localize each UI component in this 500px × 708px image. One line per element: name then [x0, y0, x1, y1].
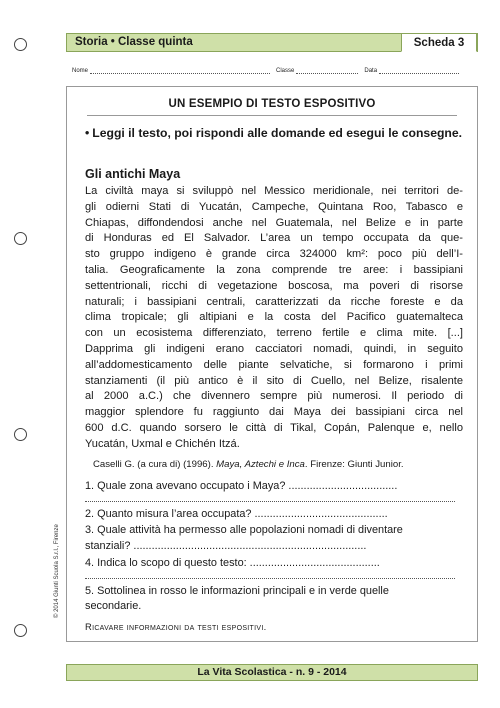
binder-hole [14, 38, 27, 51]
class-label: Classe [276, 68, 295, 74]
text-line: maggior splendore fu raggiunto dai Maya dei bassipiani circa nel [85, 406, 463, 419]
text-line: con un ecosistema differenziato, terreno fertile e clima mite. [...] [85, 327, 463, 340]
bullet-icon: • [85, 126, 90, 140]
worksheet-content [66, 86, 478, 642]
text-line: La civiltà maya si sviluppò nel Messico meridionale, nei territori de- [85, 185, 463, 197]
header-bar [66, 33, 478, 52]
text-line: al 2000 a.C.) che divennero sempre più numerosi. Il periodo di [85, 390, 463, 403]
text-line: Chiapas, diffondendosi anche nel Guatemala, nel Belize e in parte [85, 216, 463, 229]
subject-label: Storia • Classe quinta [75, 36, 193, 48]
text-line: all’addomesticamento delle piante selvatiche, si formarono i primi [85, 358, 463, 371]
citation [93, 459, 404, 470]
text-line: gli odierni Stati di Yucatán, Campeche, Quintana Roo, Tabasco e [85, 200, 463, 213]
text-line: talia. Geograficamente la zona comprende tre aree: i bassipiani [85, 264, 463, 276]
question-5-cont: secondarie. [85, 600, 142, 612]
title-divider [87, 115, 457, 116]
question-4: 4. Indica lo scopo di questo testo: ........................................... [85, 557, 380, 569]
instructions-text: Leggi il testo, poi rispondi alle domande ed esegui le consegne. [92, 126, 463, 140]
name-field[interactable] [90, 68, 270, 74]
text-line: settentrionali, ricchi di vegetazione boscosa, ma poveri di risorse [85, 279, 463, 292]
text-line: sto gruppo indigeno è grande circa 324000 km²: poco più dell’I- [85, 248, 463, 261]
text-line: 600 d.C. quando sorsero le città di Tikal, Copán, Palenque e, nello [85, 422, 463, 434]
binder-hole [14, 232, 27, 245]
text-line: Dapprima gli indigeni erano cacciatori nomadi, quindi, in seguito [85, 343, 463, 355]
question-3: 3. Quale attività ha permesso alle popolazioni nomadi di diventare [85, 524, 403, 536]
text-line: di Honduras ed El Salvador. L’area un tempo occupata da que- [85, 232, 463, 245]
text-line: naturali; i bassipiani centrali, caratterizzati da ricche foreste e da [85, 295, 463, 308]
question-1: 1. Quale zona avevano occupato i Maya? .................................... [85, 480, 398, 492]
citation-author: Caselli G. (a cura di) (1996). [93, 459, 214, 470]
question-2: 2. Quanto misura l’area occupata? ............................................ [85, 508, 388, 520]
answer-line[interactable] [85, 578, 455, 579]
footer-bar: La Vita Scolastica - n. 9 - 2014 [66, 664, 478, 681]
class-field[interactable] [296, 68, 358, 74]
text-line: clima tropicale; gli altipiani e la costa del Pacifico guatemalteca [85, 311, 463, 324]
binder-hole [14, 624, 27, 637]
copyright: © 2014 Giunti Scuola S.r.l., Firenze [54, 524, 60, 618]
sheet-label: Scheda 3 [401, 33, 477, 52]
name-label: Nome [72, 68, 89, 74]
date-label: Data [364, 68, 378, 74]
student-info-row [72, 68, 476, 74]
binder-hole [14, 428, 27, 441]
question-5: 5. Sottolinea in rosso le informazioni principali e in verde quelle [85, 585, 389, 597]
date-field[interactable] [379, 68, 459, 74]
skill-label: Ricavare informazioni da testi espositivi. [85, 621, 267, 632]
answer-line[interactable] [85, 501, 455, 502]
question-3-cont: stanziali? ............................................................................. [85, 540, 367, 552]
citation-publisher: . Firenze: Giunti Junior. [304, 459, 404, 470]
citation-title: Maya, Aztechi e Inca [216, 459, 305, 470]
text-title: Gli antichi Maya [85, 167, 181, 181]
text-line: stanziamenti (il più antico è il sito di Cuello, nel Belize, risalente [85, 374, 463, 387]
page-title: UN ESEMPIO DI TESTO ESPOSITIVO [168, 98, 376, 110]
text-line: Yucatán, Uxmal e Chichén Itzá. [85, 437, 240, 450]
instructions [85, 125, 465, 141]
